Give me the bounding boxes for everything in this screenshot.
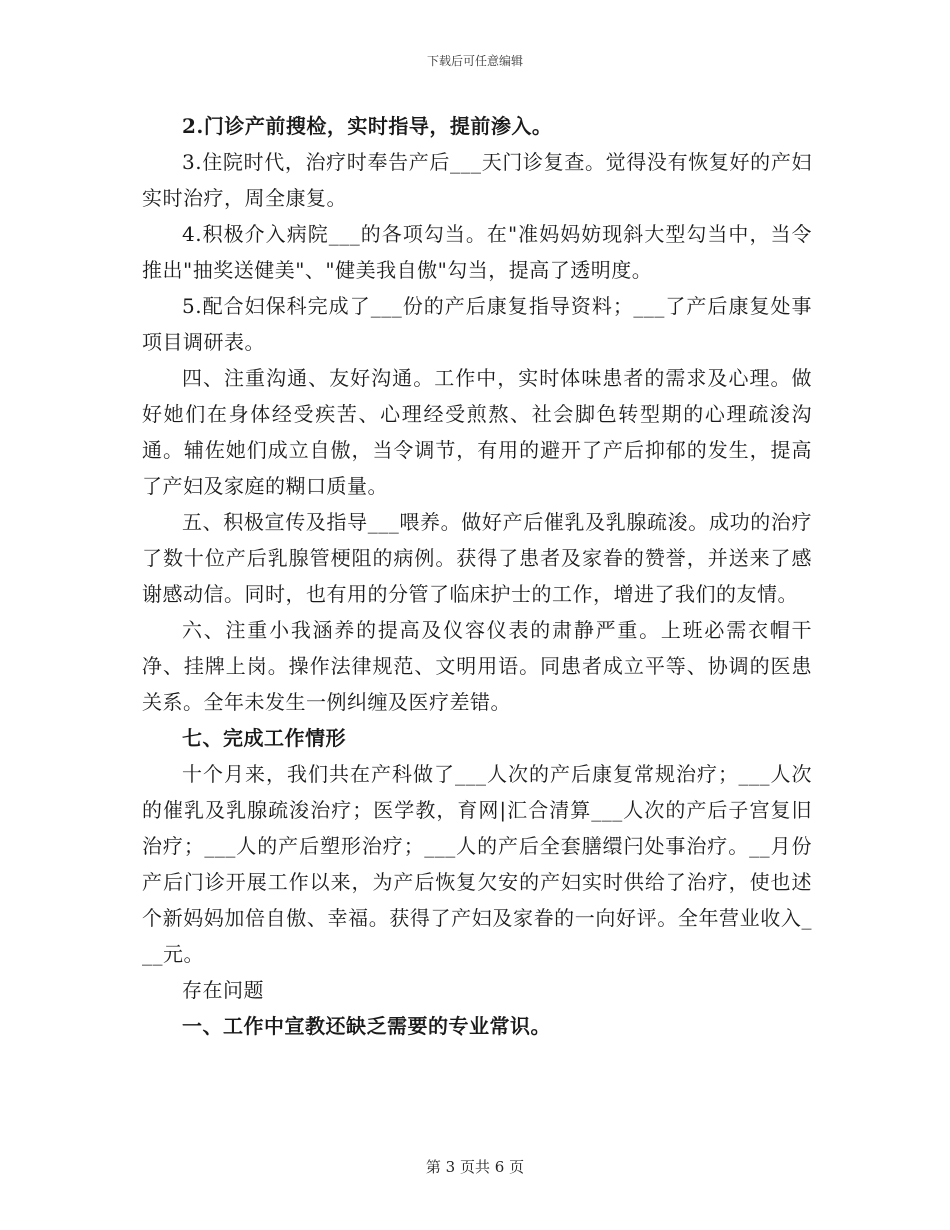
paragraph-section-four: 四、注重沟通、友好沟通。工作中，实时体味患者的需求及心理。做好她们在身体经受疾苦、心理经受煎熬、社会脚色转型期的心理疏浚沟通。辅佐她们成立自傲，当令调节，有用的避开了产后抑郁的发生，提高了产妇及家庭的糊口质量。	[142, 366, 812, 498]
document-body	[142, 108, 812, 1044]
paragraph-inpatient-period: 3.住院时代，治疗时奉告产后___天门诊复查。觉得没有恢复好的产妇实时治疗，周全康复。	[142, 150, 812, 210]
page-footer: 第 3 页共 6 页	[425, 1158, 525, 1176]
paragraph-section-six: 六、注重小我涵养的提高及仪容仪表的肃静严重。上班必需衣帽干净、挂牌上岗。操作法律规范、文明用语。同患者成立平等、协调的医患关系。全年未发生一例纠缠及医疗差错。	[142, 618, 812, 714]
heading-existing-problems: 存在问题	[182, 978, 264, 1002]
heading-section-seven: 七、完成工作情形	[182, 726, 346, 750]
paragraph-problem-one: 一、工作中宣教还缺乏需要的专业常识。	[182, 1014, 551, 1038]
paragraph-outpatient-prenatal: 2.门诊产前搜检，实时指导，提前渗入。	[182, 114, 553, 138]
paragraph-hospital-activities: 4.积极介入病院___的各项勾当。在"准妈妈妨现斜大型勾当中，当令推出"抽奖送健美"、"健美我自傲"勾当，提高了透明度。	[142, 222, 812, 282]
paragraph-rehab-materials: 5.配合妇保科完成了___份的产后康复指导资料；___了产后康复处事项目调研表。	[142, 294, 812, 354]
page-header: 下载后可任意编辑	[426, 54, 523, 68]
paragraph-work-summary: 十个月来，我们共在产科做了___人次的产后康复常规治疗；___人次的催乳及乳腺疏浚治疗；医学教，育网|汇合清算___人次的产后子宫复旧治疗；___人的产后塑形治疗；___人的产后全套膳缳闩处事治疗。__月份产后门诊开展工作以来，为产后恢复欠安的产妇实时供给了治疗，使也述个新妈妈加倍自傲、幸福。获得了产妇及家眷的一向好评。全年营业收入___元。	[142, 762, 812, 966]
paragraph-section-five: 五、积极宣传及指导___喂养。做好产后催乳及乳腺疏浚。成功的治疗了数十位产后乳腺管梗阻的病例。获得了患者及家眷的赞誉，并送来了感谢感动信。同时，也有用的分管了临床护士的工作，增进了我们的友情。	[142, 510, 812, 606]
